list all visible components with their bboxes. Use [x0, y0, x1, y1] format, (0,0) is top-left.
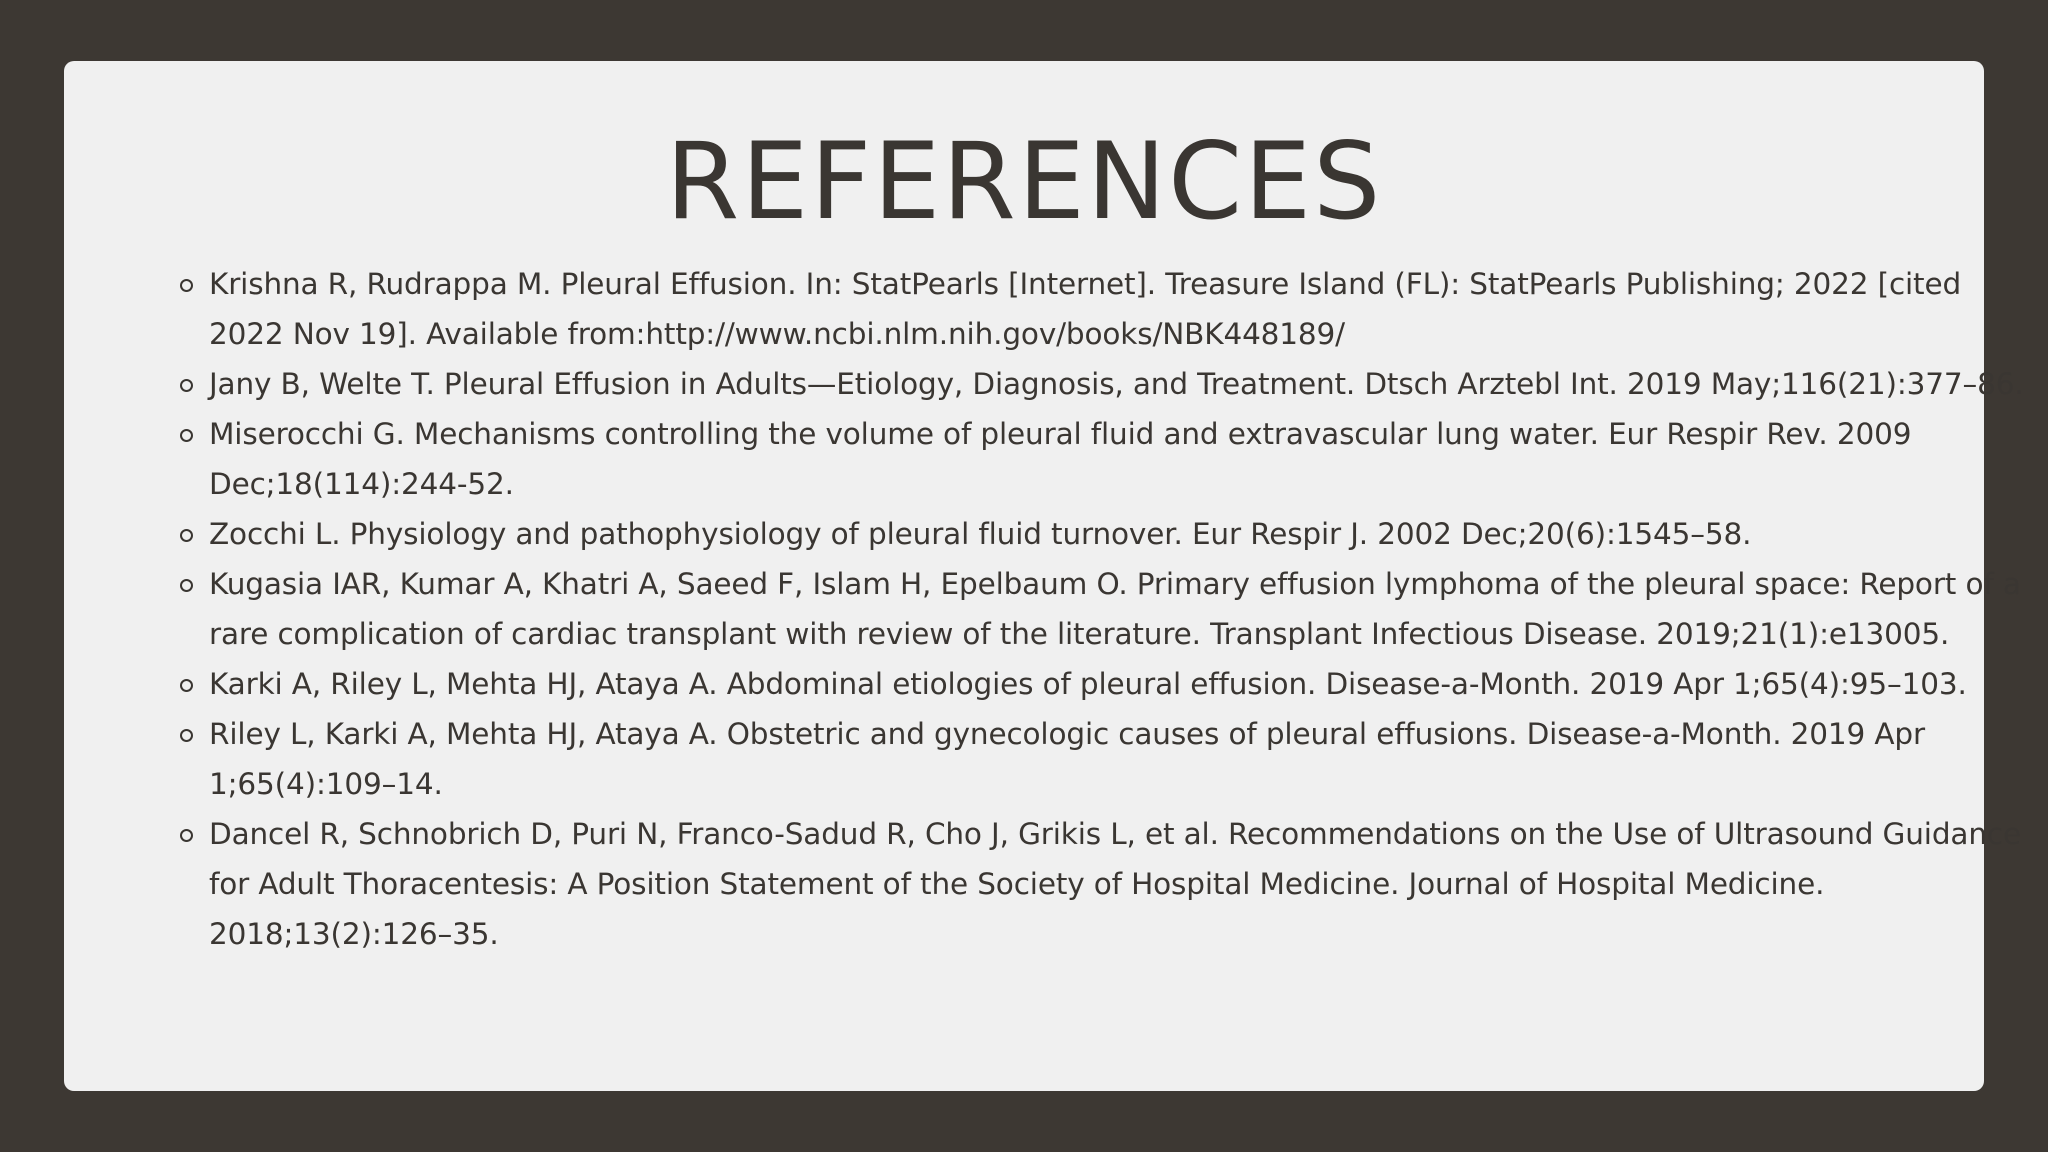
reference-text: Miserocchi G. Mechanisms controlling the volume of pleural fluid and extravascular lung water. Eur Respir Rev. 2009 Dec;18(114):244-52.: [209, 417, 1912, 501]
reference-item-6: [209, 659, 2039, 709]
reference-text: Riley L, Karki A, Mehta HJ, Ataya A. Obstetric and gynecologic causes of pleural effusions. Disease-a-Month. 2019 Apr 1;65(4):109–14.: [209, 717, 1925, 801]
hollow-circle-bullet-icon: [180, 579, 193, 592]
hollow-circle-bullet-icon: [180, 729, 193, 742]
reference-item-5: [209, 559, 2039, 659]
reference-item-7: [209, 709, 2039, 809]
reference-text: Krishna R, Rudrappa M. Pleural Effusion. In: StatPearls [Internet]. Treasure Island (FL): StatPearls Publishing; 2022 [cited 2022 Nov 19]. Available from:http://www.ncbi.nlm.nih.gov/books/NBK448189/: [209, 267, 1962, 351]
slide-card: [64, 61, 2024, 1091]
hollow-circle-bullet-icon: [180, 429, 193, 442]
reference-text: Dancel R, Schnobrich D, Puri N, Franco-Sadud R, Cho J, Grikis L, et al. Recommendations on the Use of Ultrasound Guidance for Adult Thoracentesis: A Position Statement of the Society of Hospital Medicine. Journal of Hospital Medicine. 2018;13(2):126–35.: [209, 817, 2021, 951]
hollow-circle-bullet-icon: [180, 379, 193, 392]
reference-item-2: [209, 359, 2039, 409]
hollow-circle-bullet-icon: [180, 529, 193, 542]
hollow-circle-bullet-icon: [180, 679, 193, 692]
reference-list: [209, 259, 2039, 959]
page-title: REFERENCES: [665, 120, 1383, 243]
reference-text: Kugasia IAR, Kumar A, Khatri A, Saeed F, Islam H, Epelbaum O. Primary effusion lymphoma of the pleural space: Report of a rare complication of cardiac transplant with review of the literature. Transplant Infectious Disease. 2019;21(1):e13005.: [209, 567, 2021, 651]
reference-text: Karki A, Riley L, Mehta HJ, Ataya A. Abdominal etiologies of pleural effusion. Disease-a-Month. 2019 Apr 1;65(4):95–103.: [209, 667, 1967, 701]
reference-item-1: [209, 259, 2039, 359]
reference-text: Zocchi L. Physiology and pathophysiology of pleural fluid turnover. Eur Respir J. 2002 Dec;20(6):1545–58.: [209, 517, 1752, 551]
reference-item-8: [209, 809, 2039, 959]
reference-item-4: [209, 509, 2039, 559]
hollow-circle-bullet-icon: [180, 829, 193, 842]
reference-text: Jany B, Welte T. Pleural Effusion in Adults—Etiology, Diagnosis, and Treatment. Dtsch Arztebl Int. 2019 May;116(21):377–86.: [209, 367, 2024, 401]
hollow-circle-bullet-icon: [180, 279, 193, 292]
reference-item-3: [209, 409, 2039, 509]
